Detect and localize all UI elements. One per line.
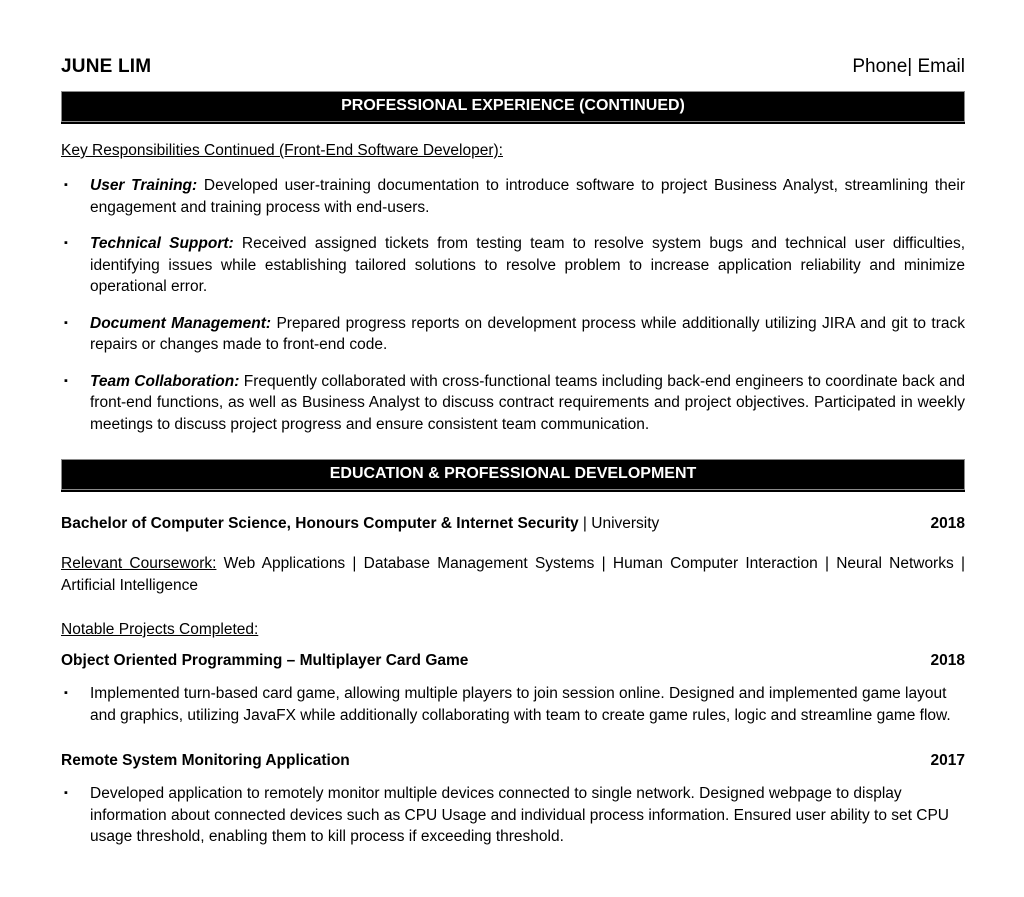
degree-name: Bachelor of Computer Science, Honours Computer & Internet Security	[61, 515, 579, 532]
contact-info: Phone| Email	[852, 56, 965, 77]
degree-institution: | University	[578, 515, 660, 532]
experience-bullet-technical-support	[61, 233, 965, 298]
relevant-coursework	[61, 553, 965, 596]
project-remote-monitoring	[61, 752, 965, 848]
project-title: Object Oriented Programming – Multiplayer Card Game	[61, 652, 469, 669]
experience-bullet-team-collaboration	[61, 371, 965, 436]
bullet-paragraph	[90, 313, 965, 356]
bullet-icon: ▪	[64, 316, 68, 329]
degree-row	[61, 515, 965, 533]
coursework-list: Web Applications | Database Management Systems | Human Computer Interaction | Neural Networks | Artificial Intelligence	[61, 555, 965, 594]
bullet-label: Document Management:	[90, 314, 277, 332]
project-bullet	[61, 783, 965, 848]
notable-projects-heading: Notable Projects Completed:	[61, 621, 259, 638]
bullet-label: Technical Support:	[90, 235, 242, 252]
project-title: Remote System Monitoring Application	[61, 752, 350, 769]
project-title-row	[61, 752, 965, 770]
project-bullet	[61, 683, 965, 726]
section-header-professional-experience: PROFESSIONAL EXPERIENCE (CONTINUED)	[61, 91, 965, 122]
bullet-paragraph	[90, 371, 965, 436]
degree-year: 2018	[930, 515, 965, 532]
bullet-text: Frequently collaborated with cross-functional teams including back-end engineers to coordinate back and front-end functions, as well as Business Analyst to discuss contract requirements and project objectives. Participated in weekly meetings to discuss project progress and ensure consistent team communication.	[90, 372, 965, 433]
bullet-icon: ▪	[64, 179, 68, 191]
bullet-text: Prepared progress reports on development process while additionally utilizing JIRA and git to track repairs or changes made to front-end code.	[90, 314, 965, 353]
bullet-icon: ▪	[64, 787, 68, 799]
project-year: 2017	[930, 752, 965, 769]
experience-bullet-user-training	[61, 175, 965, 218]
bullet-text: Developed user-training documentation to introduce software to project Business Analyst, streamlining their engagement and training process with end-users.	[90, 177, 965, 216]
bullet-label: Team Collaboration:	[90, 372, 244, 390]
bullet-icon: ▪	[64, 687, 68, 699]
bullet-text: Received assigned tickets from testing team to resolve system bugs and technical user difficulties, identifying issues while establishing tailored solutions to resolve problem to increase application reliability and minimize operational error.	[90, 235, 966, 295]
bullet-paragraph	[90, 175, 965, 218]
project-title-row	[61, 652, 965, 670]
section-header-education: EDUCATION & PROFESSIONAL DEVELOPMENT	[61, 459, 965, 490]
key-responsibilities-heading: Key Responsibilities Continued (Front-End Software Developer):	[61, 142, 503, 159]
experience-bullet-document-management	[61, 313, 965, 356]
project-card-game	[61, 652, 965, 726]
coursework-label: Relevant Coursework:	[61, 555, 217, 572]
bullet-icon: ▪	[64, 237, 68, 249]
bullet-text: Implemented turn-based card game, allowing multiple players to join session online. Designed and implemented game layout and graphics, utilizing JavaFX while additionally collaborating with team to create game rules, logic and streamline game flow.	[90, 685, 951, 724]
bullet-paragraph	[90, 233, 965, 298]
degree-title	[61, 515, 659, 533]
page-header	[61, 56, 965, 78]
person-name: JUNE LIM	[61, 56, 152, 77]
bullet-text: Developed application to remotely monitor multiple devices connected to single network. Designed webpage to display information about connected devices such as CPU Usage and individual process information. Ensured user ability to set CPU usage threshold, enabling them to kill process if exceeding threshold.	[90, 785, 949, 845]
bullet-icon: ▪	[64, 374, 68, 387]
project-year: 2018	[930, 652, 965, 669]
bullet-label: User Training:	[90, 177, 204, 194]
